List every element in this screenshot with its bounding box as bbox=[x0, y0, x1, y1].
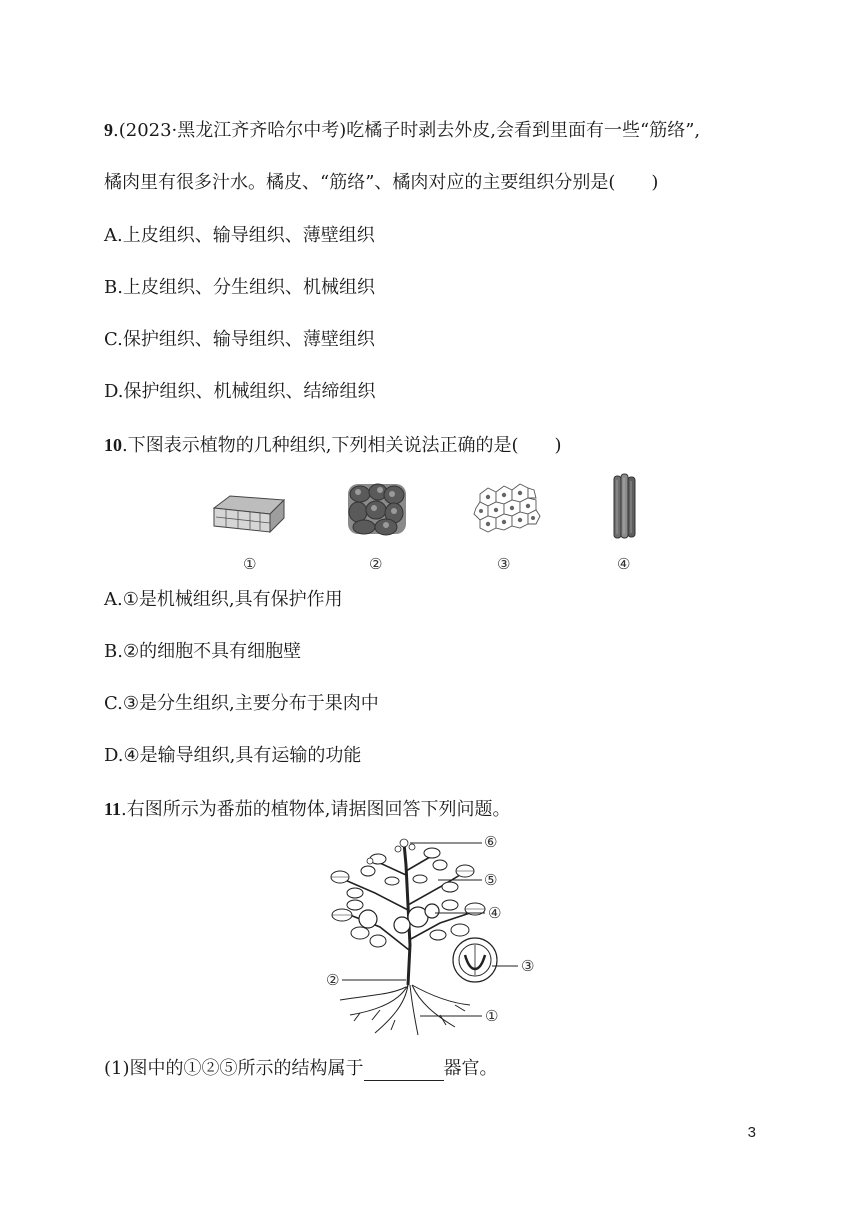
tissue-3-image bbox=[472, 480, 542, 534]
plant-label-3: ③ bbox=[521, 957, 535, 975]
q10-number: 10 bbox=[104, 435, 122, 455]
tissue-label-2: ② bbox=[369, 555, 383, 573]
plant-label-2: ② bbox=[326, 971, 340, 989]
q9-option-c: C.保护组织、输导组织、薄壁组织 bbox=[104, 329, 375, 350]
tissue-1-image bbox=[210, 490, 286, 536]
q9-option-b: B.上皮组织、分生组织、机械组织 bbox=[104, 277, 375, 298]
q9-option-a: A.上皮组织、输导组织、薄壁组织 bbox=[104, 225, 375, 246]
q9-option-d: D.保护组织、机械组织、结缔组织 bbox=[104, 381, 376, 402]
q10-option-b: B.②的细胞不具有细胞壁 bbox=[104, 641, 302, 662]
q11-sub1-after: 器官。 bbox=[443, 1058, 498, 1079]
tissue-4-image bbox=[612, 472, 638, 540]
q11-number: 11 bbox=[104, 799, 122, 819]
tissue-2-image bbox=[346, 480, 408, 538]
q9-line1 bbox=[104, 118, 700, 143]
plant-label-6: ⑥ bbox=[484, 833, 498, 851]
answer-blank[interactable] bbox=[364, 1062, 444, 1081]
q9-stem-line1: .(2023·黑龙江齐齐哈尔中考)吃橘子时剥去外皮,会看到里面有一些“筋络”, bbox=[113, 120, 701, 141]
q10-stem: .下图表示植物的几种组织,下列相关说法正确的是( ) bbox=[122, 435, 562, 456]
q11-sub1-before: (1)图中的①②⑤所示的结构属于 bbox=[104, 1058, 364, 1079]
q10-stem-line bbox=[104, 433, 562, 458]
q10-option-c: C.③是分生组织,主要分布于果肉中 bbox=[104, 693, 379, 714]
plant-label-4: ④ bbox=[488, 904, 502, 922]
q11-stem-line bbox=[104, 797, 510, 822]
plant-label-1: ① bbox=[485, 1007, 499, 1025]
q9-stem-line2: 橘肉里有很多汁水。橘皮、“筋络”、橘肉对应的主要组织分别是( ) bbox=[104, 172, 659, 193]
tissue-label-4: ④ bbox=[617, 555, 631, 573]
tissue-label-3: ③ bbox=[497, 555, 511, 573]
tissue-label-1: ① bbox=[243, 555, 257, 573]
q10-option-a: A.①是机械组织,具有保护作用 bbox=[104, 589, 343, 610]
q9-number: 9 bbox=[104, 120, 113, 140]
q11-stem: .右图所示为番茄的植物体,请据图回答下列问题。 bbox=[121, 799, 511, 820]
q11-sub1 bbox=[104, 1057, 498, 1081]
page-number: 3 bbox=[747, 1124, 756, 1141]
plant-label-5: ⑤ bbox=[484, 871, 498, 889]
q10-option-d: D.④是输导组织,具有运输的功能 bbox=[104, 745, 362, 766]
